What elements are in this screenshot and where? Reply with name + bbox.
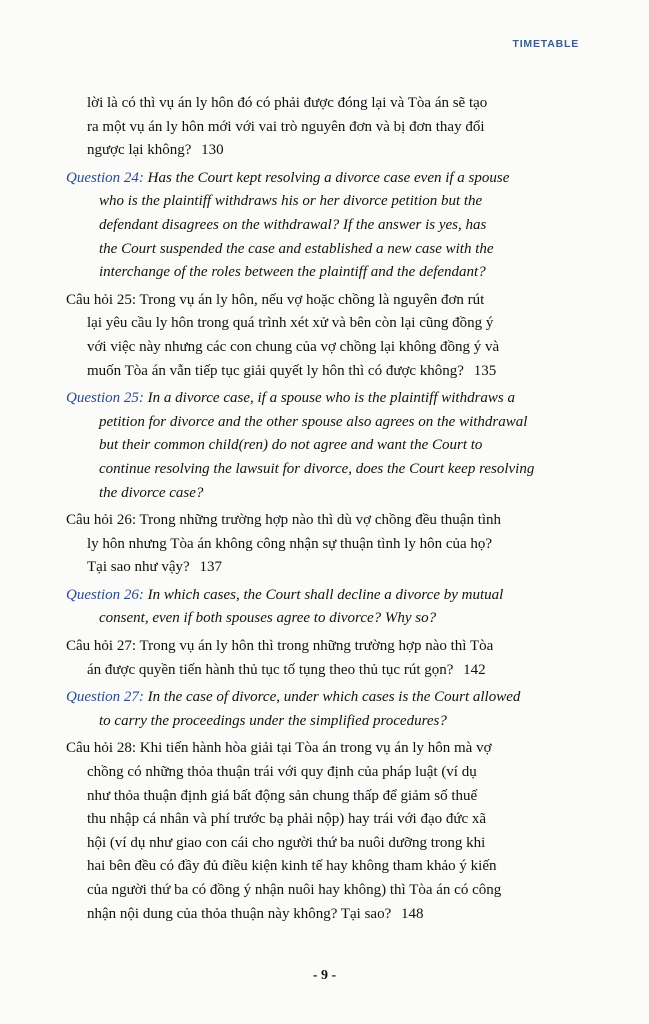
toc-line: với việc này nhưng các con chung của vợ chồng lại không đồng ý và <box>87 338 500 355</box>
toc-entry-q26-en[interactable] <box>66 584 578 631</box>
toc-entry-q27-en[interactable] <box>66 686 578 733</box>
question-label: Câu hỏi 26: <box>66 512 136 529</box>
toc-first-line <box>66 737 578 761</box>
page-number: - 9 - <box>312 968 337 983</box>
toc-list <box>66 92 578 930</box>
toc-line: như thỏa thuận định giá bất động sản chung thấp để giảm số thuế <box>87 787 478 804</box>
toc-line: thu nhập cá nhân và phí trước bạ phải nộp) hay trái với đạo đức xã <box>87 811 487 828</box>
question-label: Question 25: <box>66 390 144 407</box>
toc-line-text: In which cases, the Court shall decline a divorce by mutual <box>147 586 504 603</box>
page-ref: 137 <box>199 559 222 576</box>
toc-leader-line <box>66 360 578 384</box>
toc-line: interchange of the roles between the plaintiff and the defendant? <box>99 264 486 281</box>
page-ref: 142 <box>463 661 486 678</box>
toc-first-line <box>66 387 578 411</box>
toc-entry-q28-vi[interactable] <box>66 737 578 926</box>
toc-first-line <box>66 509 578 533</box>
question-label: Câu hỏi 25: <box>66 291 136 308</box>
toc-first-line <box>66 635 578 659</box>
toc-first-line <box>66 686 578 710</box>
toc-leader-line <box>66 903 578 927</box>
toc-first-line <box>66 289 578 313</box>
toc-line: but their common child(ren) do not agree and want the Court to <box>99 437 483 454</box>
toc-line: của người thứ ba có đồng ý nhận nuôi hay không) thì Tòa án có công <box>87 882 502 898</box>
toc-line: who is the plaintiff withdraws his or her divorce petition but the <box>99 193 483 210</box>
toc-line-text: nhận nội dung của thỏa thuận này không? Tại sao? <box>87 905 392 922</box>
toc-entry-q25-en[interactable] <box>66 387 578 505</box>
question-label: Câu hỏi 27: <box>66 638 136 655</box>
toc-line-text: án được quyền tiến hành thủ tục tố tụng theo thủ tục rút gọn? <box>87 661 454 678</box>
toc-entry-q25-vi[interactable] <box>66 289 578 383</box>
toc-entry-q27-vi[interactable] <box>66 635 578 682</box>
toc-line-text: Tại sao như vậy? <box>87 559 190 576</box>
toc-line: hội (ví dụ như giao con cái cho người thứ ba nuôi dưỡng trong khi <box>87 834 486 851</box>
toc-leader-line <box>66 659 578 683</box>
toc-first-line <box>66 584 578 608</box>
toc-line-text: Trong những trường hợp nào thì dù vợ chồng đều thuận tình <box>139 512 502 529</box>
page-ref: 130 <box>201 142 224 159</box>
toc-line-text: In the case of divorce, under which cases is the Court allowed <box>147 689 521 706</box>
toc-line-text: muốn Tòa án vẫn tiếp tục giải quyết ly hôn thì có được không? <box>87 362 464 379</box>
toc-line: hai bên đều có đầy đủ điều kiện kinh tế hay không tham khảo ý kiến <box>87 858 497 875</box>
toc-line-text: In a divorce case, if a spouse who is the plaintiff withdraws a <box>147 390 516 407</box>
toc-entry-q24-en[interactable] <box>66 167 578 285</box>
toc-line: lại yêu cầu ly hôn trong quá trình xét xử và bên còn lại cũng đồng ý <box>87 315 494 332</box>
question-label: Question 27: <box>66 689 144 706</box>
toc-line-text: Khi tiến hành hòa giải tại Tòa án trong vụ án ly hôn mà vợ <box>139 740 492 757</box>
toc-line-text: Trong vụ án ly hôn, nếu vợ hoặc chồng là nguyên đơn rút <box>139 291 485 308</box>
toc-line: to carry the proceedings under the simplified procedures? <box>99 712 447 729</box>
toc-entry-q26-vi[interactable] <box>66 509 578 580</box>
page-ref: 135 <box>473 362 497 379</box>
toc-leader-line <box>66 139 578 163</box>
toc-line-text: Has the Court kept resolving a divorce case even if a spouse <box>147 169 510 186</box>
toc-line: ra một vụ án ly hôn mới với vai trò nguyên đơn và bị đơn thay đổi <box>87 118 485 135</box>
toc-line: chồng có những thỏa thuận trái với quy định của pháp luật (ví dụ <box>87 764 477 781</box>
toc-line: ly hôn nhưng Tòa án không công nhận sự thuận tình ly hôn của họ? <box>87 535 493 552</box>
toc-line-text: ngược lại không? <box>87 142 192 159</box>
toc-line: petition for divorce and the other spouse also agrees on the withdrawal <box>99 413 528 430</box>
toc-line-text: Trong vụ án ly hôn thì trong những trường hợp nào thì Tòa <box>139 638 494 655</box>
toc-leader-line <box>66 607 578 631</box>
running-header: TIMETABLE <box>512 38 579 50</box>
toc-line: defendant disagrees on the withdrawal? If the answer is yes, has <box>99 216 487 233</box>
toc-line: the divorce case? <box>99 484 204 501</box>
question-label: Câu hỏi 28: <box>66 740 136 757</box>
toc-entry-q24-vi-continuation[interactable] <box>66 92 578 163</box>
page-ref: 148 <box>400 905 424 922</box>
question-label: Question 26: <box>66 586 144 603</box>
toc-line-text: consent, even if both spouses agree to divorce? Why so? <box>99 610 437 627</box>
toc-leader-line <box>66 556 578 580</box>
toc-line: lời là có thì vụ án ly hôn đó có phải được đóng lại và Tòa án sẽ tạo <box>87 95 488 111</box>
question-label: Question 24: <box>66 169 144 186</box>
toc-line: continue resolving the lawsuit for divorce, does the Court keep resolving <box>99 460 535 477</box>
toc-first-line <box>66 167 578 191</box>
toc-line: the Court suspended the case and established a new case with the <box>99 240 494 257</box>
